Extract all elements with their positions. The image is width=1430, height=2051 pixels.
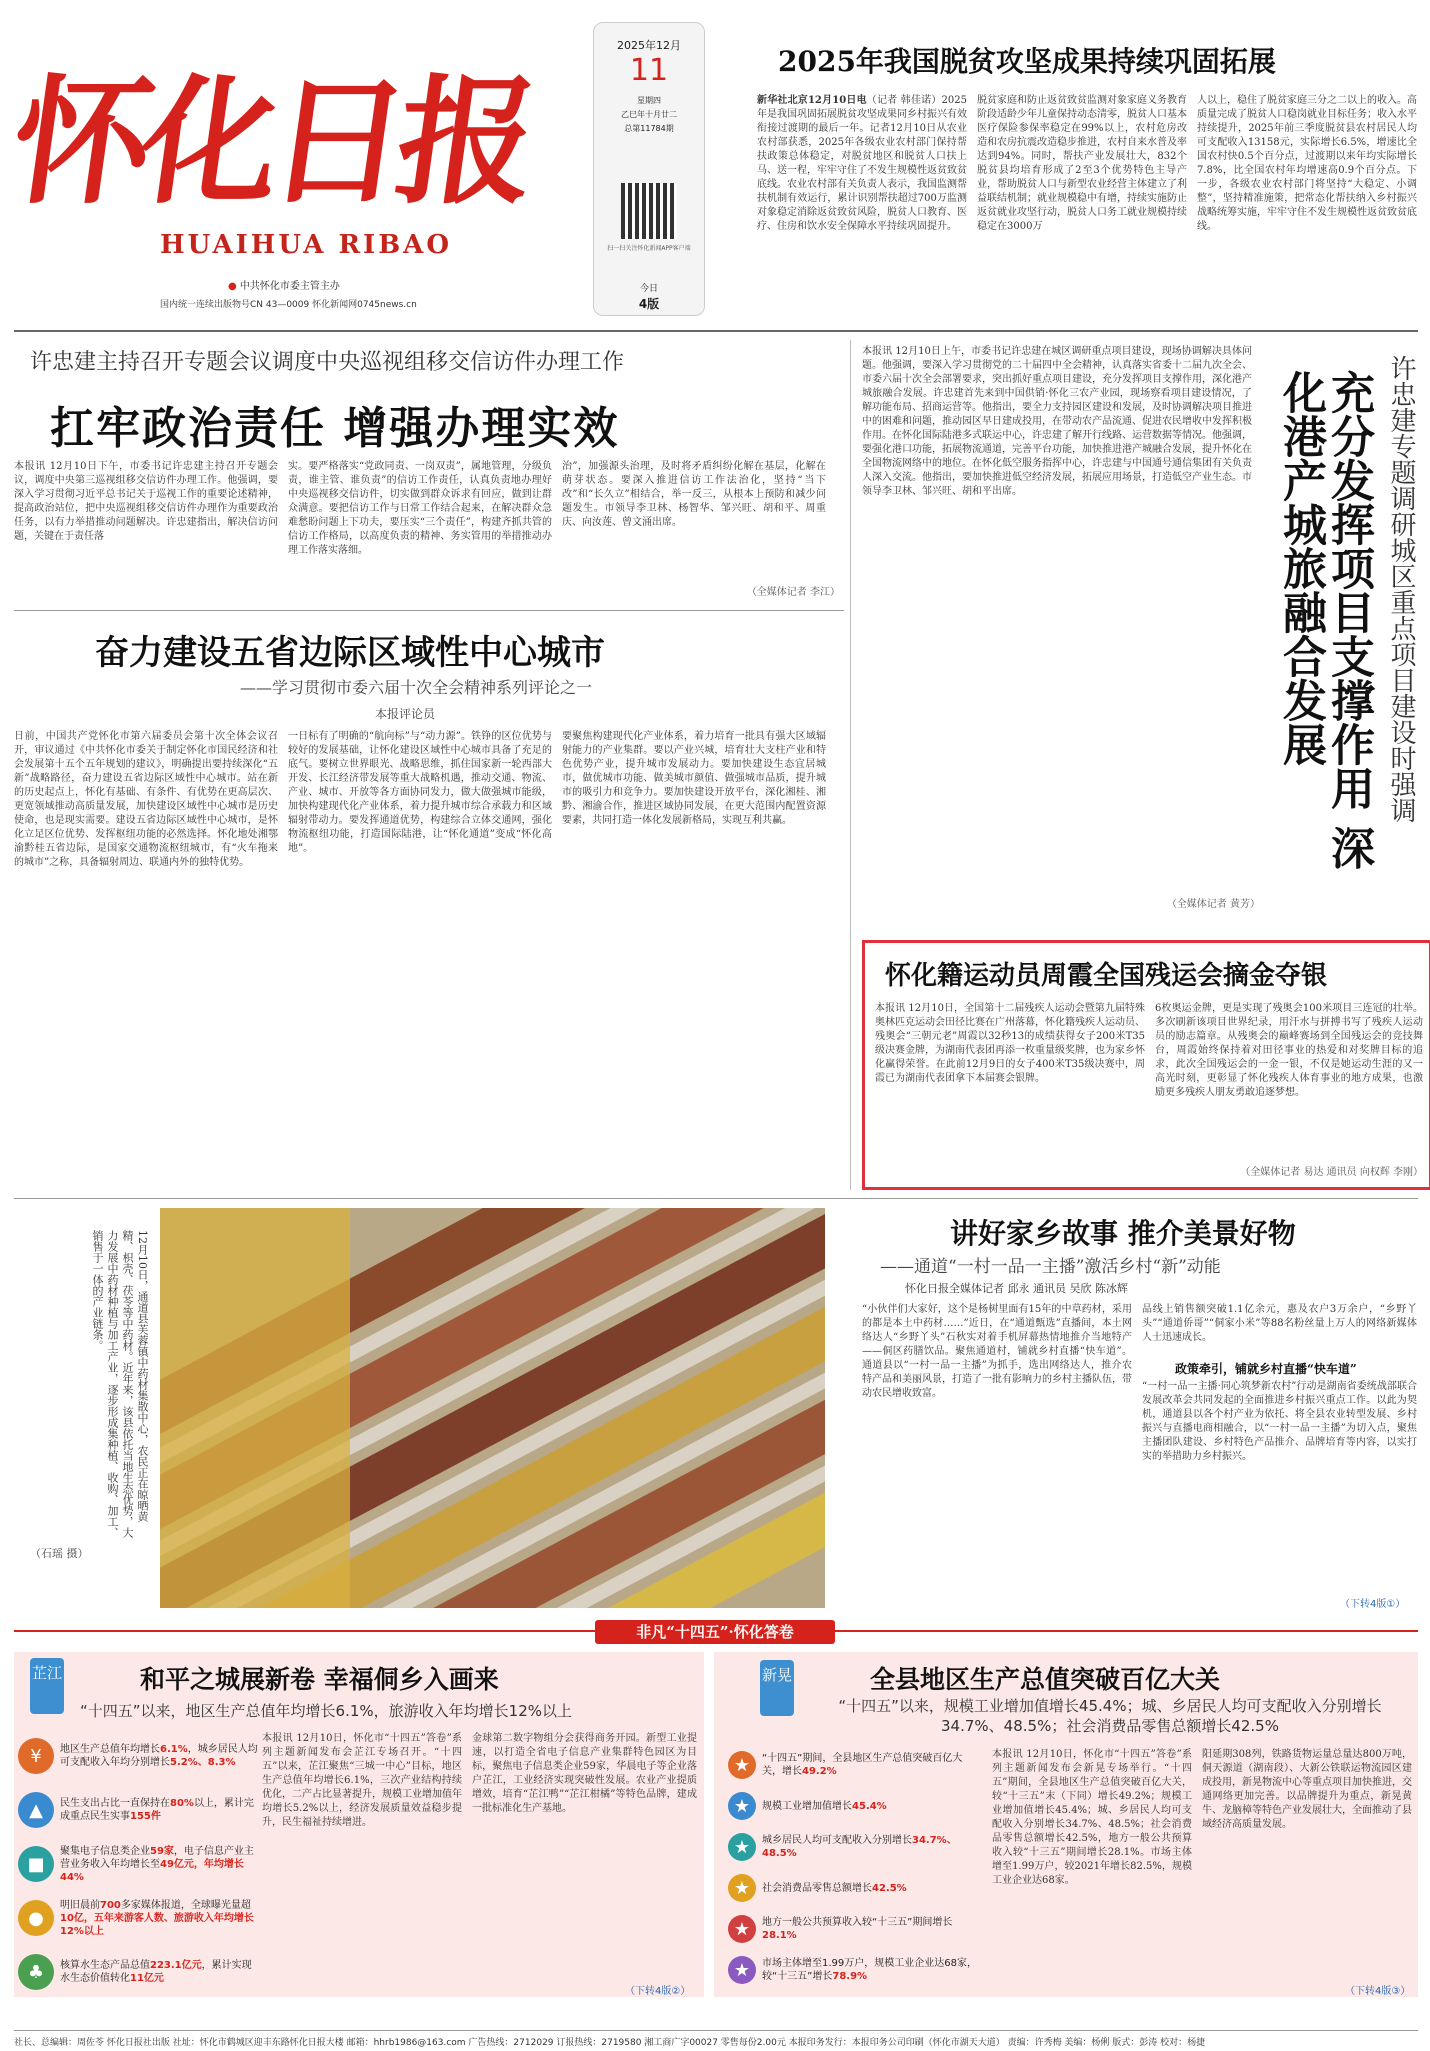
xinhuang-col1: 本报讯 12月10日，怀化市“十四五”答卷”系列主题新闻发布会新晃专场举行。“十四五”期间，全县地区生产总值突破百亿大关，较“十三五”末（下同）增长49.2%；规模工业增加值增长45.4%；城、乡居民人均可支配收入分别增长34.7%、48.5%；社会消费品零售总额增长42.5%，地方一般公共预算收入较“十三五”期间增长28.1%。市场主体增至1.99万户，较2021年增长82.5%，规模工业企业达68家。 <box>992 1749 1192 1886</box>
story2-subhead: ——学习贯彻市委六届十次全会精神系列评论之一 <box>240 678 593 697</box>
photo-caption: 12月10日，通道县芙蓉镇中药材集散中心，农民正在晾晒黄精、枳壳、茯苓等中药材。近年来，该县依托当地生态优势，大力发展中药材种植与加工产业，逐步形成集种植、收购、加工、销售于一体的产业链条。 <box>91 1230 149 1538</box>
zhijiang-headline[interactable]: 和平之城展新卷 幸福侗乡入画来 <box>140 1665 499 1694</box>
story2-headline[interactable]: 奋力建设五省边际区域性中心城市 <box>95 633 605 673</box>
story5-jump-link[interactable]: （下转4版①） <box>1340 1599 1406 1610</box>
xinhuang-subhead: “十四五”以来，规模工业增加值增长45.4%；城、乡居民人均可支配收入分别增长34.7%、48.5%；社会消费品零售总额增长42.5% <box>838 1697 1382 1735</box>
masthead-issn: 国内统一连续出版物号CN 43—0009 怀化新闻网0745news.cn <box>160 300 417 310</box>
story1-col3: 治”，加强源头治理，及时将矛盾纠纷化解在基层，化解在萌芽状态。要深入推进信访工作法治化，坚持“当下改”和“长久立”相结合，举一反三，从根本上预防和减少问题发生。市领导李卫林、杨智华、邹兴旺、胡和平、周重庆、向汝莲、曾文涌出席。 <box>562 461 826 528</box>
masthead-logo: 怀化日报 <box>2 60 538 223</box>
stat-icon: ★ <box>728 1956 756 1984</box>
story5-subsection: 政策牵引，铺就乡村直播“快车道” <box>1175 1362 1357 1376</box>
lead-col3: 人以上，稳住了脱贫家庭三分之二以上的收入。高质量完成了脱贫人口稳岗就业目标任务；收入水平持续提升，2025年前三季度脱贫县农村居民人均可支配收入13158元，实际增长6.5%，增速比全国农村快0.5个百分点，过渡期以来年均实际增长7.8%，比全国农村年均增速高0.9个百分点。下一步，各级农业农村部门将坚持“大稳定、小调整”，坚持精准施策，把常态化帮扶纳入乡村振兴战略统筹实施，牢牢守住不发生规模性返贫致贫底线。 <box>1197 95 1417 232</box>
xinhuang-stat-item <box>728 1746 978 1784</box>
stat-text: 地方一般公共预算收入较“十三五”期间增长28.1% <box>762 1917 953 1941</box>
stat-icon: ★ <box>728 1833 756 1861</box>
date-box <box>593 22 705 316</box>
issue-yearmonth: 2025年12月 <box>617 39 681 52</box>
herb-drying-photo <box>160 1208 825 1608</box>
stat-text: 地区生产总值年均增长6.1%，城乡居民人均可支配收入年均分别增长5.2%、8.3% <box>60 1744 258 1768</box>
zhijiang-tag: 芷江 <box>30 1658 64 1714</box>
story4-headline[interactable]: 怀化籍运动员周霞全国残运会摘金夺银 <box>885 961 1328 991</box>
stat-icon: ★ <box>728 1874 756 1902</box>
qr-code-icon[interactable] <box>621 183 677 239</box>
xinhuang-stat-item <box>728 1910 978 1948</box>
story1-kicker: 许忠建主持召开专题会议调度中央巡视组移交信访件办理工作 <box>30 350 625 375</box>
stat-icon: ● <box>18 1900 54 1936</box>
story2-byline: 本报评论员 <box>375 707 436 721</box>
footer-imprint: 社长、总编辑：周佐苓 怀化日报社出版 社址：怀化市鹤城区迎丰东路怀化日报大楼 邮箱：hhrb1986@163.com 广告热线：2712029 订报热线：2719580 湘工商广字00027 零售每份2.00元 本报印务发行：本报印务公司印刷（怀化市湖天大道） 责编：许秀梅 美编：杨俐 版式：彭涛 校对：杨捷 <box>14 2038 1206 2048</box>
story5-byline: 怀化日报全媒体记者 邱永 通讯员 吴欣 陈冰辉 <box>905 1282 1128 1295</box>
stat-text: 城乡居民人均可支配收入分别增长34.7%、48.5% <box>762 1835 957 1859</box>
stat-icon: ★ <box>728 1751 756 1779</box>
story5-col2b: “一村一品一主播·同心筑梦新农村”行动是湖南省委统战部联合发展改革会共同发起的全面推进乡村振兴重点工作。以此为契机，通道县以各个村产业为依托、将全县农业转型发展、乡村振兴与直播电商相融合，以“一村一品一主播”为切入点，聚焦主播团队建设、乡村特色产品推介、品牌培育等内容，以实打实的举措助力乡村振兴。 <box>1142 1381 1417 1462</box>
xinhuang-stat-item <box>728 1951 978 1989</box>
stat-text: “十四五”期间，全县地区生产总值突破百亿大关，增长49.2% <box>762 1753 963 1777</box>
stat-text: 聚集电子信息类企业59家，电子信息产业主营业务收入年均增长至49亿元，年均增长44% <box>60 1845 254 1883</box>
zhijiang-stat-item <box>18 1784 258 1836</box>
issue-serial: 总第11784期 <box>624 124 674 133</box>
stat-text: 规模工业增加值增长45.4% <box>762 1800 887 1812</box>
story1-headline[interactable]: 扛牢政治责任 增强办理实效 <box>50 403 620 454</box>
xinhuang-stat-item <box>728 1828 978 1866</box>
stat-icon: ¥ <box>18 1738 54 1774</box>
series-banner: 非凡“十四五”·怀化答卷 <box>595 1620 835 1644</box>
story4-col2: 6枚奥运金牌，更是实现了残奥会100米项目三连冠的壮举。多次刷新该项目世界纪录，用汗水与拼搏书写了残疾人运动员的励志篇章。从残奥会的巅峰赛场到全国残运会的竞技舞台，周霞始终保持着对田径事业的热爱和对奖牌目标的追求，此次全国残运会的一金一银，不仅是她运动生涯的又一高光时刻，更彰显了怀化残疾人体育事业的地方成果，也激励更多残疾人朋友勇敢追逐梦想。 <box>1155 1003 1423 1098</box>
zhijiang-stat-item <box>18 1838 258 1890</box>
qr-caption: 扫一扫关注怀化新闻APP客户端 <box>607 245 691 252</box>
stat-icon: ★ <box>728 1792 756 1820</box>
stat-icon: ★ <box>728 1915 756 1943</box>
story4-credit: （全媒体记者 易达 通讯员 向权辉 李刚） <box>1240 1167 1423 1178</box>
stat-text: 社会消费品零售总额增长42.5% <box>762 1882 907 1894</box>
page-count: 4版 <box>638 297 660 311</box>
lead-col1: 新华社北京12月10日电（记者 韩佳诺）2025年是我国巩固拓展脱贫攻坚成果同乡村振兴有效衔接过渡期的最后一年。记者12月10日从农业农村部获悉，2025年各级农业农村部门保持帮扶政策总体稳定，对脱贫地区和脱贫人口扶上马、送一程，牢牢守住了不发生规模性返贫致贫底线。农业农村部有关负责人表示，我国监测帮扶机制有效运行，累计识别帮扶超过700万监测对象稳定消除返贫致贫风险，脱贫人口教育、医疗、住房和饮水安全保障水平持续巩固提升。 <box>757 95 967 232</box>
story3-credit: （全媒体记者 黄芳） <box>1166 899 1260 910</box>
issue-day: 11 <box>629 53 669 88</box>
story5-headline[interactable]: 讲好家乡故事 推介美景好物 <box>950 1217 1296 1250</box>
xinhuang-stat-item <box>728 1869 978 1907</box>
story4-col1: 本报讯 12月10日，全国第十二届残疾人运动会暨第九届特殊奥林匹克运动会田径比赛在广州落幕，怀化籍残疾人运动员、残奥会“三朝元老”周霞以32秒13的成绩获得女子200米T35级决赛金牌，为湖南代表团再添一枚重量级奖牌，也为家乡怀化赢得荣誉。在此前12月9日的女子400米T35级决赛中，周霞已为湖南代表团拿下本届赛会银牌。 <box>875 1003 1145 1084</box>
xinhuang-stat-item <box>728 1787 978 1825</box>
zhijiang-col2: 金球第二数字物组分会获得商务开园。新型工业提速，以打造全省电子信息产业集群特色园区为目标，聚焦电子信息类企业59家，华晨电子等企业落户芷江，工业经济实现突破性发展。农业产业提质增效，培育“芷江鸭”“芷江柑橘”等特色品牌，建成一批标准化生产基地。 <box>472 1733 697 1814</box>
story1-credit: （全媒体记者 李江） <box>746 587 840 598</box>
stat-text: 市场主体增至1.99万户，规模工业企业达68家，较“十三五”增长78.9% <box>762 1958 977 1982</box>
zhijiang-col1: 本报讯 12月10日，怀化市“十四五”答卷”系列主题新闻发布会芷江专场召开。“十四五”以来，芷江聚焦“三城一中心”目标，地区生产总值年均增长6.1%，三次产业结构持续优化，二产占比显著提升，规模工业增加值年均增长5.2%以上，经济发展质量效益稳步提升，民生福祉持续增进。 <box>262 1733 462 1828</box>
story3-kicker: 许忠建专题调研城区重点项目建设时强调 <box>1386 355 1416 823</box>
story1-col2: 实。要严格落实“党政同责、一岗双责”，属地管理，分级负责，谁主管、谁负责”的信访工作责任，认真负责地办理好中央巡视移交信访件，切实做到群众诉求有回应，做到让群众满意。要把信访工作与日常工作结合起来，在解决群众急难愁盼问题上下功夫，要压实“三个责任”，构建齐抓共管的信访工作格局，以高度负责的精神、务实管用的举措推动办理工作落实落细。 <box>288 461 552 556</box>
xinhuang-col2: 阳延期308列，铁路货物运量总量达800万吨，侗天源道（湖南段）、大新公铁联运物流园区建成投用，新晃物流中心等重点项目加快推进，交通网络更加完善。以品牌提升为重点，新晃黄牛、龙脑樟等特色产业发展壮大，全面推动了县域经济高质量发展。 <box>1202 1749 1412 1830</box>
photo-credit: （石瑶 摄） <box>30 1547 89 1560</box>
masthead-pinyin: HUAIHUA RIBAO <box>160 230 453 260</box>
stat-text: 明旧晨前700多家媒体报道，全球曝光量超10亿，五年来游客人数、旅游收入年均增长12%以上 <box>60 1899 254 1937</box>
story3-body: 本报讯 12月10日上午，市委书记许忠建在城区调研重点项目建设，现场协调解决具体问题。他强调，要深入学习贯彻党的二十届四中全会精神，认真落实省委十二届九次全会、市委六届十次全会部署要求，突出抓好重点项目建设，充分发挥项目支撑作用，深化港产城旅融合发展。许忠建首先来到中国供销·怀化三农产业园，现场察看项目建设情况，了解功能布局、招商运营等。他指出，要全力支持园区建设和发展，及时协调解决项目推进中的困难和问题，推动园区早日建成投用，在带动农产品流通、促进农民增收中发挥积极作用。在怀化国际陆港多式联运中心，许忠建了解开行线路、运营数据等情况。他强调，要强化港口功能，拓展物流通道，完善平台功能，加快推进港产城融合发展，提升怀化在全国物流网络中的地位。在怀化低空服务指挥中心，许忠建与中国通号通信集团有关负责人深入交流。他指出，要加快推进低空经济发展，拓展应用场景，打造低空产业生态。市领导李卫林、邹兴旺、胡和平出席。 <box>862 346 1252 497</box>
issue-weekday: 星期四 <box>637 96 661 105</box>
story2-col3: 要聚焦构建现代化产业体系，着力培育一批具有强大区域辐射能力的产业集群。要以产业兴城，培育壮大支柱产业和特色优势产业，提升城市发展动力。要加快建设生态宜居城市，做优城市功能、做美城市颜值、做强城市品质，提升城市的吸引力和竞争力。要加快建设开放平台，深化湘桂、湘黔、湘渝合作，推进区域协同发展，在更大范围内配置资源要素，共同打造一体化发展新格局，实现互利共赢。 <box>562 731 826 826</box>
stat-icon: ■ <box>18 1846 54 1882</box>
xinhuang-tag: 新晃 <box>760 1660 794 1716</box>
zhijiang-stat-item <box>18 1730 258 1782</box>
story3-headline[interactable]: 充分发挥项目支撑作用 深化港产城旅融合发展 <box>1275 370 1374 870</box>
story5-col2: 品线上销售额突破1.1亿余元，惠及农户3万余户，“乡野丫头”“通道侨哥”“侗家小米”等88名粉丝量上万人的网络新媒体人士迅速成长。 <box>1142 1304 1417 1343</box>
stat-icon: ♣ <box>18 1954 54 1990</box>
story2-col2: 一日标有了明确的“航向标”与“动力源”。铁铮的区位优势与较好的发展基础，让怀化建设区域性中心城市具备了充足的底气。要树立世界眼光、战略思维，抓住国家新一轮西部大开发、长江经济带发展等重大战略机遇，推动交通、物流、产业、城市、开放等各方面协同发力，做大做强城市能级，加快构建现代化产业体系，着力提升城市综合承载力和区域辐射带动力。要发挥通道优势，构建综合立体交通网，强化物流枢纽功能，打造国际陆港，让“怀化通道”变成“怀化高地”。 <box>288 731 552 854</box>
today-label: 今日 <box>639 284 658 294</box>
zhijiang-stat-item <box>18 1946 258 1998</box>
story1-col1: 本报讯 12月10日下午，市委书记许忠建主持召开专题会议，调度中央第三巡视组移交信访件办理工作。他强调，要深入学习贯彻习近平总书记关于巡视工作的重要论述精神，提高政治站位，把中央巡视组移交信访件办理作为重要政治任务，以有力举措推动问题解决。许忠建指出，解决信访问题，关键在于责任落 <box>14 461 278 542</box>
stat-icon: ▲ <box>18 1792 54 1828</box>
xinhuang-headline[interactable]: 全县地区生产总值突破百亿大关 <box>870 1665 1221 1694</box>
lead-headline[interactable]: 2025年我国脱贫攻坚成果持续巩固拓展 <box>778 45 1276 78</box>
zhijiang-subhead: “十四五”以来，地区生产总值年均增长6.1%，旅游收入年均增长12%以上 <box>80 1702 572 1720</box>
story5-col1: “小伙伴们大家好，这个是杨树里面有15年的中草药材，采用的都是本土中药材……”近日，在“通道甄选”直播间，本土网络达人“乡野丫头”石秋实对着手机屏幕热情地推介当地特产——侗区药膳饮品。聚焦通道村，铺就乡村直播“快车道”。通道县以“一村一品一主播”为抓手，选出网络达人，推介农特产品和美丽风景，打造了一批有影响力的乡村主播队伍，带动农民增收致富。 <box>862 1304 1132 1399</box>
photo-image <box>160 1208 825 1608</box>
story5-subhead: ——通道“一村一品一主播”激活乡村“新”动能 <box>880 1257 1221 1277</box>
stat-text: 民生支出占比一直保持在80%以上，累计完成重点民生实事155件 <box>60 1798 254 1822</box>
zhijiang-jump-link[interactable]: （下转4版②） <box>625 1986 691 1997</box>
xinhuang-jump-link[interactable]: （下转4版③） <box>1345 1986 1411 1997</box>
lead-col2: 脱贫家庭和防止返贫致贫监测对象家庭义务教育阶段适龄少年儿童保持动态清零，脱贫人口基本医疗保险参保率稳定在99%以上，农村危房改造和农房抗震改造稳步推进，农村自来水普及率达到94%。同时，帮扶产业发展壮大，832个脱贫县均培育形成了2至3个优势特色主导产业，帮助脱贫人口与新型农业经营主体建立了利益联结机制；就业规模稳中有增，持续实施防止返贫就业攻坚行动，脱贫人口务工就业规模持续稳定在3000万 <box>977 95 1187 232</box>
issue-lunar: 乙巳年十月廿二 <box>621 110 677 119</box>
story2-col1: 日前，中国共产党怀化市第六届委员会第十次全体会议召开，审议通过《中共怀化市委关于制定怀化市国民经济和社会发展第十五个五年规划的建议》，明确提出要持续深化“五新”战略路径，奋力建设五省边际区域性中心城市。站在新的历史起点上，怀化有基础、有条件、有优势在更高层次、更宽领域推动高质量发展，加快建设区域性中心城市是历史使命，也是现实需要。建设五省边际区域性中心城市，是怀化立足区位优势、发挥枢纽功能的必然选择。怀化地处湘鄂渝黔桂五省边际，是国家交通物流枢纽城市，有“火车拖来的城市”之称，具备辐射周边、联通内外的独特优势。 <box>14 731 278 868</box>
zhijiang-stat-item <box>18 1892 258 1944</box>
stat-text: 核算水生态产品总值223.1亿元，累计实现水生态价值转化11亿元 <box>60 1960 252 1984</box>
masthead-sponsor: ● 中共怀化市委主管主办 <box>228 281 340 292</box>
